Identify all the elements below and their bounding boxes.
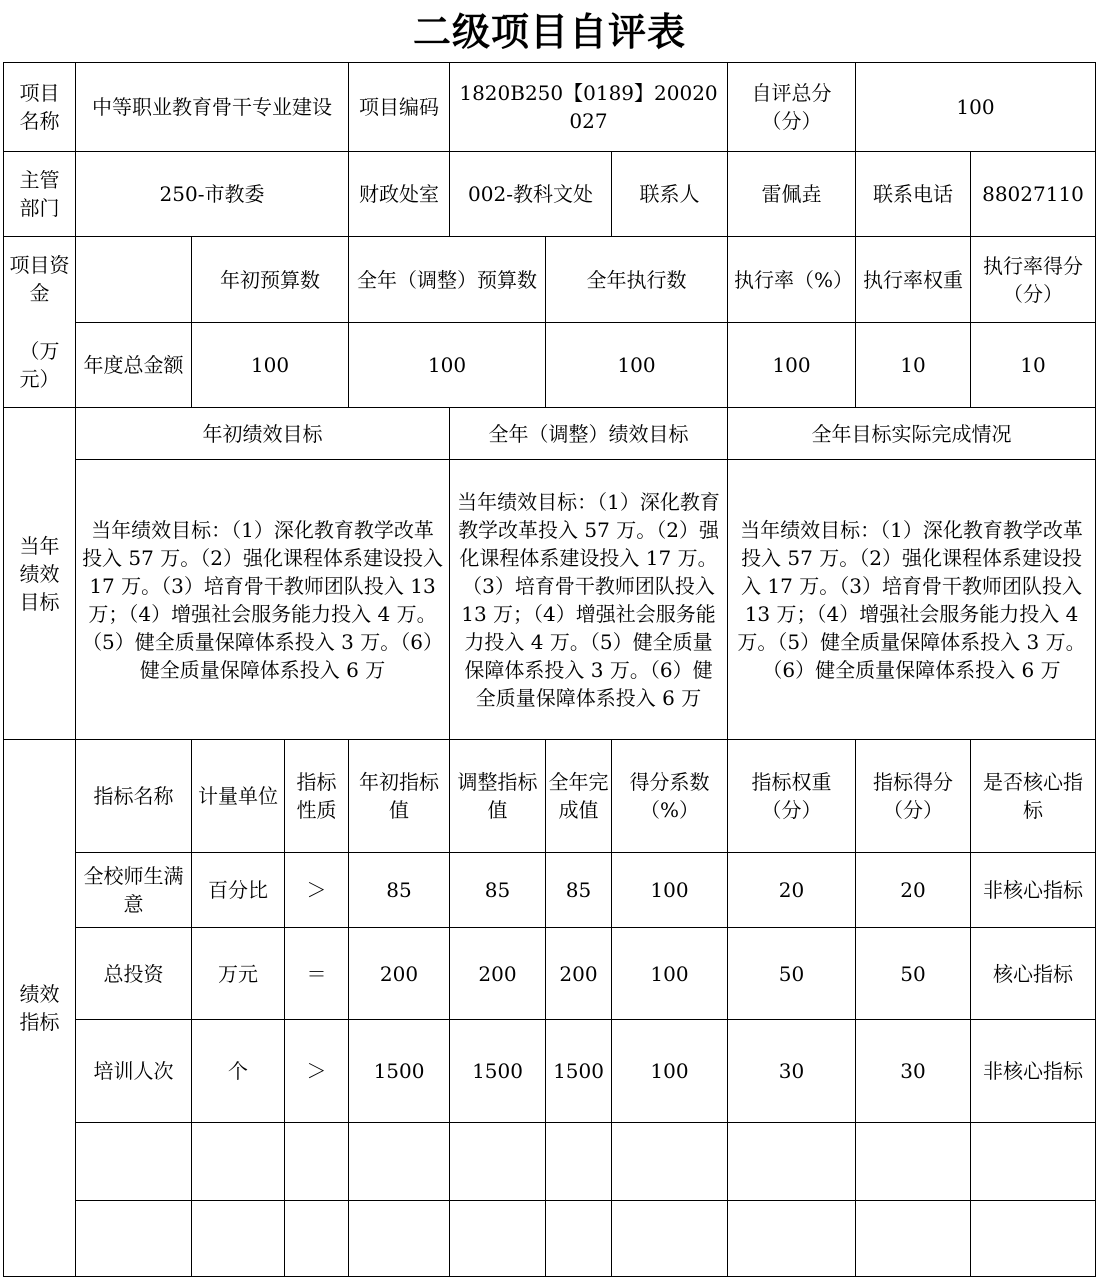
annual-total-label: 年度总金额 xyxy=(76,323,192,408)
indicator-initial-header: 年初指标值 xyxy=(349,740,450,853)
indicator-adjusted: 1500 xyxy=(450,1020,546,1123)
indicator-unit: 万元 xyxy=(192,928,285,1020)
table-row xyxy=(4,928,1096,1020)
funds-header-row xyxy=(4,237,1096,323)
project-code-label: 项目编码 xyxy=(349,63,450,152)
phone-label: 联系电话 xyxy=(856,152,971,237)
indicator-completed-header: 全年完成值 xyxy=(546,740,612,853)
indicator-name-header: 指标名称 xyxy=(76,740,192,853)
indicator-nature: ＝ xyxy=(285,928,349,1020)
annual-exec-header: 全年执行数 xyxy=(546,237,728,323)
indicator-nature: ＞ xyxy=(285,853,349,928)
self-evaluation-table xyxy=(3,62,1096,1277)
indicator-core-header: 是否核心指标 xyxy=(971,740,1096,853)
dept-value: 250-市教委 xyxy=(76,152,349,237)
empty-cell xyxy=(971,1123,1096,1201)
goals-text-row xyxy=(4,460,1096,740)
indicator-unit: 百分比 xyxy=(192,853,285,928)
empty-cell xyxy=(285,1123,349,1201)
indicator-core: 核心指标 xyxy=(971,928,1096,1020)
funds-label: 项目资金 （万元） xyxy=(4,237,76,408)
funds-value-row xyxy=(4,323,1096,408)
project-row xyxy=(4,63,1096,152)
indicator-nature: ＞ xyxy=(285,1020,349,1123)
indicator-weight: 20 xyxy=(728,853,856,928)
initial-goals-header: 年初绩效目标 xyxy=(76,408,450,460)
empty-cell xyxy=(349,1201,450,1277)
indicator-adjusted: 85 xyxy=(450,853,546,928)
empty-cell xyxy=(856,1201,971,1277)
indicator-nature-header: 指标性质 xyxy=(285,740,349,853)
indicator-weight: 50 xyxy=(728,928,856,1020)
indicator-unit: 个 xyxy=(192,1020,285,1123)
contact-value: 雷佩垚 xyxy=(728,152,856,237)
indicator-weight-header: 指标权重（分） xyxy=(728,740,856,853)
empty-cell xyxy=(728,1123,856,1201)
indicator-core: 非核心指标 xyxy=(971,1020,1096,1123)
exec-weight-header: 执行率权重 xyxy=(856,237,971,323)
initial-budget-header: 年初预算数 xyxy=(192,237,349,323)
empty-cell xyxy=(546,1201,612,1277)
exec-weight-value: 10 xyxy=(856,323,971,408)
goals-header-row xyxy=(4,408,1096,460)
phone-value: 88027110 xyxy=(971,152,1096,237)
exec-score-value: 10 xyxy=(971,323,1096,408)
adjusted-goals-header: 全年（调整）绩效目标 xyxy=(450,408,728,460)
funds-corner-cell xyxy=(76,237,192,323)
indicator-completed: 1500 xyxy=(546,1020,612,1123)
empty-row xyxy=(4,1201,1096,1277)
actual-goals-text: 当年绩效目标：（1）深化教育教学改革投入 57 万。（2）强化课程体系建设投入 17 万。（3）培育骨干教师团队投入 13 万；（4）增强社会服务能力投入 4 万。（5）健全质量保障体系投入 3 万。（6）健全质量保障体系投入 6 万 xyxy=(728,460,1096,740)
indicator-score: 50 xyxy=(856,928,971,1020)
finance-label: 财政处室 xyxy=(349,152,450,237)
actual-goals-header: 全年目标实际完成情况 xyxy=(728,408,1096,460)
indicator-adjusted-header: 调整指标值 xyxy=(450,740,546,853)
empty-cell xyxy=(450,1201,546,1277)
indicator-coef: 100 xyxy=(612,853,728,928)
empty-cell xyxy=(285,1201,349,1277)
table-row xyxy=(4,1020,1096,1123)
empty-cell xyxy=(546,1123,612,1201)
goals-label: 当年绩效目标 xyxy=(4,408,76,740)
page-title: 二级项目自评表 xyxy=(412,10,686,54)
adjusted-goals-text: 当年绩效目标：（1）深化教育教学改革投入 57 万。（2）强化课程体系建设投入 17 万。（3）培育骨干教师团队投入 13 万；（4）增强社会服务能力投入 4 万。（5）健全质量保障体系投入 3 万。（6）健全质量保障体系投入 6 万 xyxy=(450,460,728,740)
total-score-label: 自评总分（分） xyxy=(728,63,856,152)
empty-cell xyxy=(76,1123,192,1201)
empty-cell xyxy=(856,1123,971,1201)
empty-cell xyxy=(76,1201,192,1277)
indicator-initial: 200 xyxy=(349,928,450,1020)
dept-label: 主管部门 xyxy=(4,152,76,237)
indicator-name: 总投资 xyxy=(76,928,192,1020)
empty-cell xyxy=(349,1123,450,1201)
exec-rate-header: 执行率（%） xyxy=(728,237,856,323)
finance-value: 002-教科文处 xyxy=(450,152,612,237)
indicator-header-row xyxy=(4,740,1096,853)
indicator-weight: 30 xyxy=(728,1020,856,1123)
indicator-coef: 100 xyxy=(612,1020,728,1123)
annual-budget-header: 全年（调整）预算数 xyxy=(349,237,546,323)
indicator-initial: 85 xyxy=(349,853,450,928)
indicator-coef-header: 得分系数（%） xyxy=(612,740,728,853)
annual-budget-value: 100 xyxy=(349,323,546,408)
indicator-completed: 85 xyxy=(546,853,612,928)
empty-cell xyxy=(192,1201,285,1277)
exec-rate-value: 100 xyxy=(728,323,856,408)
indicator-coef: 100 xyxy=(612,928,728,1020)
indicator-score-header: 指标得分（分） xyxy=(856,740,971,853)
indicator-score: 30 xyxy=(856,1020,971,1123)
empty-cell xyxy=(192,1123,285,1201)
indicators-label: 绩效指标 xyxy=(4,740,76,1277)
project-name-value: 中等职业教育骨干专业建设 xyxy=(76,63,349,152)
empty-cell xyxy=(450,1123,546,1201)
initial-goals-text: 当年绩效目标：（1）深化教育教学改革投入 57 万。（2）强化课程体系建设投入 17 万。（3）培育骨干教师团队投入 13 万；（4）增强社会服务能力投入 4 万。（5）健全质量保障体系投入 3 万。（6）健全质量保障体系投入 6 万 xyxy=(76,460,450,740)
indicator-unit-header: 计量单位 xyxy=(192,740,285,853)
annual-exec-value: 100 xyxy=(546,323,728,408)
project-name-label: 项目名称 xyxy=(4,63,76,152)
indicator-core: 非核心指标 xyxy=(971,853,1096,928)
exec-score-header: 执行率得分（分） xyxy=(971,237,1096,323)
empty-cell xyxy=(612,1123,728,1201)
indicator-adjusted: 200 xyxy=(450,928,546,1020)
total-score-value: 100 xyxy=(856,63,1096,152)
indicator-score: 20 xyxy=(856,853,971,928)
department-row xyxy=(4,152,1096,237)
indicator-initial: 1500 xyxy=(349,1020,450,1123)
initial-budget-value: 100 xyxy=(192,323,349,408)
project-code-value: 1820B250【0189】20020027 xyxy=(450,63,728,152)
indicator-name: 全校师生满意 xyxy=(76,853,192,928)
indicator-completed: 200 xyxy=(546,928,612,1020)
contact-label: 联系人 xyxy=(612,152,728,237)
empty-row xyxy=(4,1123,1096,1201)
empty-cell xyxy=(612,1201,728,1277)
table-row xyxy=(4,853,1096,928)
empty-cell xyxy=(971,1201,1096,1277)
empty-cell xyxy=(728,1201,856,1277)
indicator-name: 培训人次 xyxy=(76,1020,192,1123)
